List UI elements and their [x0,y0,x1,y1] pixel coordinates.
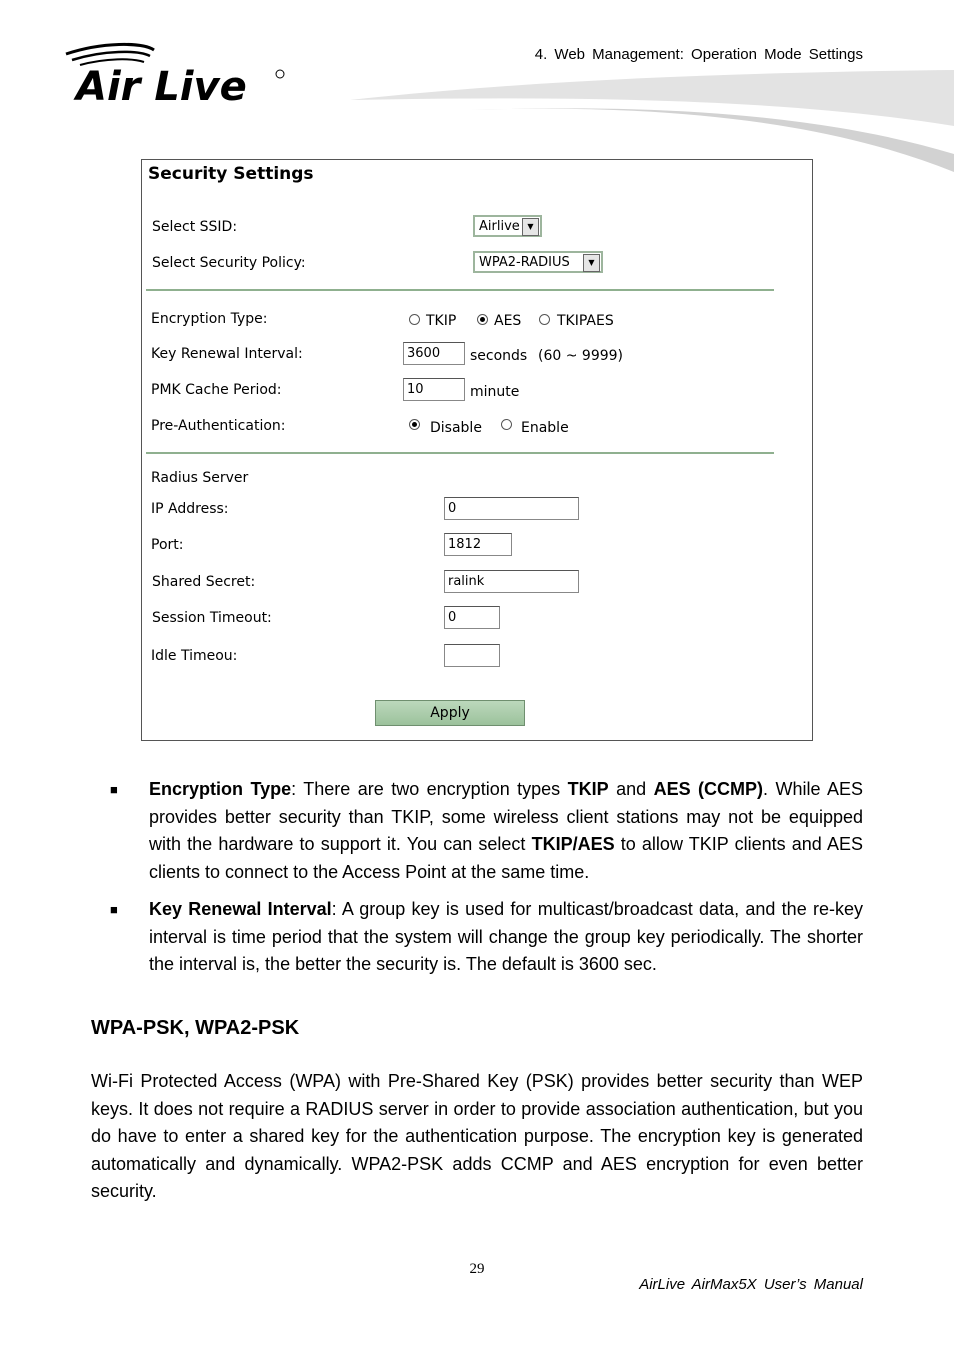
radio-preauth-enable[interactable] [501,419,512,430]
section-paragraph: Wi-Fi Protected Access (WPA) with Pre-Shared Key (PSK) provides better security than WEP keys. It does not require a RADIUS server in order to provide association authentication, but you do have to enter a shared key for the authentication purpose. The encryption key is generated automatically and dynamically. WPA2-PSK adds CCMP and AES encryption for even better security. [91,1071,863,1202]
text: : There are two encryption types [291,779,568,799]
manual-title: AirLive AirMax5X User’s Manual [639,1276,863,1293]
idle-timeout-input[interactable] [444,644,500,667]
policy-select-value: WPA2-RADIUS [479,255,570,270]
radio-tkip[interactable] [409,314,420,325]
term: Encryption Type [149,779,292,799]
idle-timeout-label: Idle Timeou: [151,648,238,664]
radio-preauth-disable-label: Disable [430,420,482,436]
keyword: TKIP/AES [531,834,615,855]
text: : A group key is used for multicast/broadcast data, and the re-key interval is time period that the system will change the group key periodically. The shorter the interval is, the better the security is. The default is 3600 sec. [149,899,863,975]
key-renewal-label: Key Renewal Interval: [151,346,303,362]
bullet-key-renewal [149,896,863,979]
ip-address-label: IP Address: [151,501,229,517]
dropdown-arrow-icon: ▼ [583,254,600,272]
ssid-select[interactable] [473,215,542,237]
preauth-label: Pre-Authentication: [151,418,286,434]
select-ssid-label: Select SSID: [152,219,238,235]
term: Key Renewal Interval [149,899,332,919]
key-renewal-unit: seconds [470,348,528,364]
text: . While AES provides better security than TKIP, some wireless client stations may not be equipped with the hardware to support it. You can select [149,779,863,855]
pmk-cache-unit: minute [470,384,520,400]
apply-button[interactable]: Apply [375,700,525,726]
radius-server-heading: Radius Server [151,470,249,486]
keyword: AES (CCMP) [653,779,764,799]
radio-aes-label: AES [494,313,522,329]
panel-title: Security Settings [148,164,314,184]
radio-tkipaes[interactable] [539,314,550,325]
logo-text: Air Live [76,64,247,108]
security-settings-panel [141,159,813,741]
page-number: 29 [469,1261,485,1277]
ssid-select-value: Airlive [479,219,520,234]
shared-secret-input[interactable]: ralink [444,570,579,593]
key-renewal-input[interactable]: 3600 [403,342,465,365]
radio-tkip-label: TKIP [426,313,457,329]
shared-secret-label: Shared Secret: [152,574,256,590]
select-policy-label: Select Security Policy: [152,255,306,271]
key-renewal-range: (60 ~ 9999) [538,348,623,364]
section-heading: WPA-PSK, WPA2-PSK [91,1017,300,1039]
session-timeout-label: Session Timeout: [152,610,272,626]
text: and [608,779,654,799]
airlive-logo [62,40,292,108]
divider [146,289,774,291]
keyword: TKIP [567,779,609,799]
chapter-title: 4. Web Management: Operation Mode Settings [534,46,863,63]
session-timeout-input[interactable]: 0 [444,606,500,629]
pmk-cache-label: PMK Cache Period: [151,382,282,398]
bullet-square-icon: ■ [110,782,118,797]
dropdown-arrow-icon: ▼ [522,218,539,236]
policy-select[interactable] [473,251,603,273]
port-label: Port: [151,537,184,553]
ip-address-input[interactable]: 0 [444,497,579,520]
pmk-cache-input[interactable]: 10 [403,378,465,401]
radio-tkipaes-label: TKIPAES [557,313,614,329]
port-input[interactable]: 1812 [444,533,512,556]
radio-preauth-enable-label: Enable [521,420,569,436]
bullet-encryption-type [149,776,863,886]
text: to allow TKIP clients and AES clients to connect to the Access Point at the same time. [149,834,863,882]
radio-aes[interactable] [477,314,488,325]
encryption-type-label: Encryption Type: [151,311,268,327]
radio-preauth-disable[interactable] [409,419,420,430]
divider [146,452,774,454]
bullet-square-icon: ■ [110,902,118,917]
